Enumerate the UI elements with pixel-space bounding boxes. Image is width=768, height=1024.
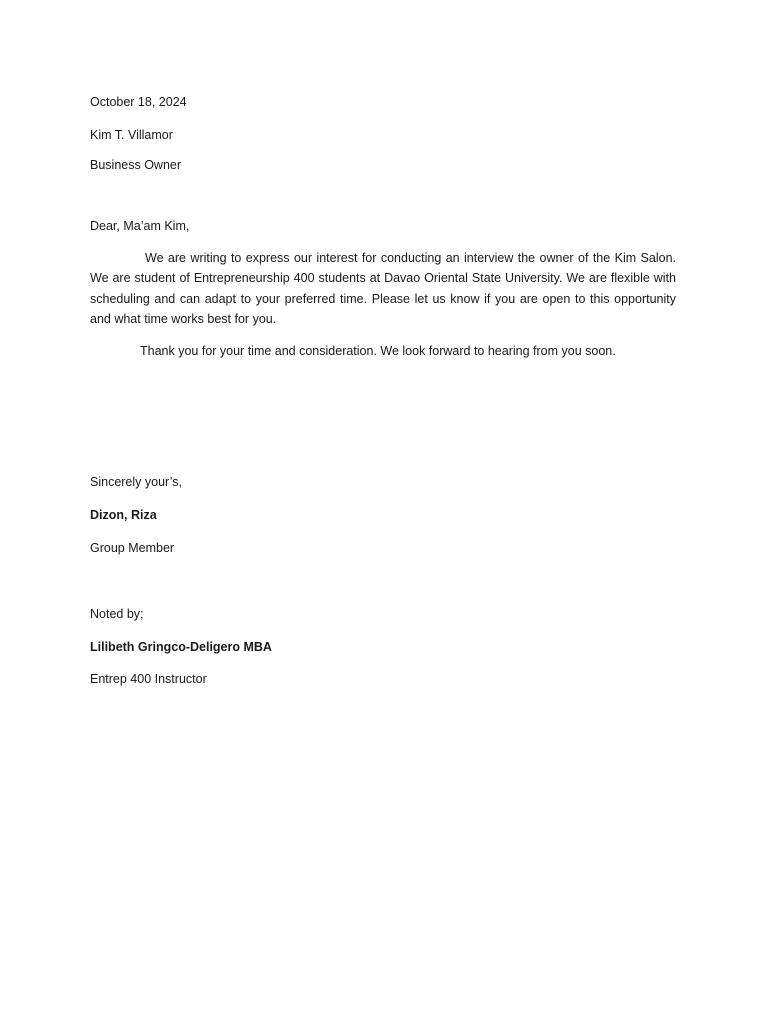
closing: Sincerely your’s, (90, 475, 182, 489)
noted-role: Entrep 400 Instructor (90, 672, 207, 686)
recipient-title: Business Owner (90, 158, 182, 172)
letter-date: October 18, 2024 (90, 95, 187, 109)
noted-by-label: Noted by; (90, 607, 144, 621)
sender-name: Dizon, Riza (90, 508, 157, 522)
sender-role: Group Member (90, 541, 175, 555)
body-paragraph-1: We are writing to express our interest for conducting an interview the owner of the Kim Salon. We are student of Entrepreneurship 400 students at Davao Oriental State University. We are flexible with scheduling and can adapt to your preferred time. Please let us know if you are open to this opportunity and what time works best for you. (90, 251, 676, 326)
salutation: Dear, Ma’am Kim, (90, 219, 190, 233)
noted-name: Lilibeth Gringco-Deligero MBA (90, 640, 272, 654)
body-paragraph-2: Thank you for your time and consideration. We look forward to hearing from you soon. (140, 344, 616, 358)
recipient-name: Kim T. Villamor (90, 128, 173, 142)
